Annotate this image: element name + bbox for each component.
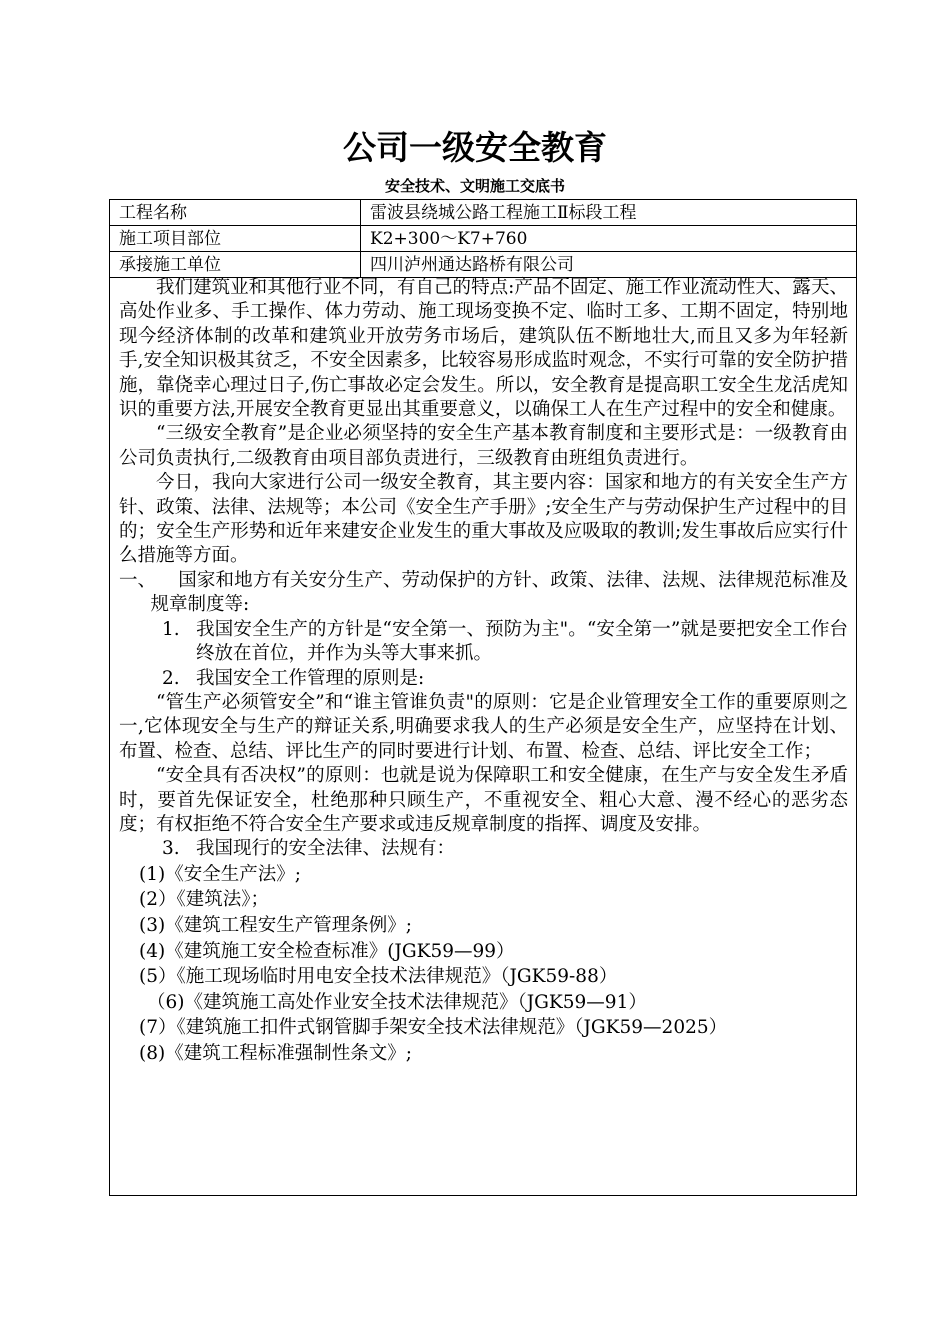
three-level-paragraph: “三级安全教育”是企业必须坚持的安全生产基本教育制度和主要形式是：一级教育由公司负责执行,二级教育由项目部负责进行，三级教育由班组负责进行。: [119, 423, 848, 469]
section-number: 一、: [119, 569, 157, 591]
item-text: 我国安全工作管理的原则是:: [196, 667, 425, 689]
project-section-label: 施工项目部位: [110, 226, 361, 252]
principle-paragraph: “管生产必须管安全”和“谁主管谁负责"的原则：它是企业管理安全工作的重要原则之一,它体现安全与生产的辩证关系,明确要求我人的生产必须是安全生产，应坚持在计划、布置、检查、总结、评比生产的同时要进行计划、布置、检查、总结、评比安全工作；: [119, 691, 848, 762]
intro-paragraph: 我们建筑业和其他行业不同，有自己的特点:产品不固定、施工作业流动性大、露天、高处作业多、手工操作、体力劳动、施工现场变换不定、临时工多、工期不固定，特别地现今经济体制的改革和建筑业开放劳务市场后，建筑队伍不断地壮大,而且又多为年轻新手,安全知识极其贫乏，不安全因素多，比较容易形成监时观念，不实行可靠的安全防护措施，靠侥幸心理过日子,伤亡事故必定会发生。所以，安全教育是提高职工安全生龙活虎知识的重要方法,开展安全教育更显出其重要意义，以确保工人在生产过程中的安全和健康。: [119, 277, 848, 421]
law-item: (2）《建筑法》；: [139, 889, 269, 911]
law-item: (4)《建筑施工安全检查标准》(JGK59—99）: [139, 940, 515, 962]
list-item: [119, 667, 848, 691]
item-number: 1.: [162, 618, 180, 640]
education-content: [109, 276, 857, 1196]
contractor-label: 承接施工单位: [110, 252, 361, 278]
item-number: 2.: [162, 667, 180, 689]
section-text: 国家和地方有关安分生产、劳动保护的方针、政策、法律、法规、法律规范标准及规章制度等:: [150, 569, 848, 616]
today-paragraph: 今日，我向大家进行公司一级安全教育，其主要内容：国家和地方的有关安全生产方针、政策、法律、法规等；本公司《安全生产手册》;安全生产与劳动保护生产过程中的目的；安全生产形势和近年来建安企业发生的重大事故及应吸取的教训;发生事故后应实行什么措施等方面。: [119, 472, 848, 567]
list-item: [119, 618, 848, 667]
law-item: (1)《安全生产法》;: [139, 863, 301, 885]
item-number: 3.: [162, 838, 180, 860]
page-title: 公司一级安全教育: [343, 128, 607, 167]
project-section-value: K2+300～K7+760: [361, 226, 857, 252]
item-text: 我国安全生产的方针是“安全第一、预防为主"。“安全第一”就是要把安全工作台终放在首位，并作为头等大事来抓。: [196, 618, 848, 665]
contractor-value: 四川泸州通达路桥有限公司: [361, 252, 857, 278]
table-row: [110, 226, 857, 252]
project-name-value: 雷波县绕城公路工程施工Ⅱ标段工程: [361, 200, 857, 226]
project-info-table: [109, 199, 857, 278]
list-item: [119, 837, 848, 861]
law-item: (8)《建筑工程标准强制性条文》;: [139, 1042, 412, 1064]
table-row: [110, 200, 857, 226]
section-heading: [119, 569, 848, 618]
law-item: (7）《建筑施工扣件式钢管脚手架安全技术法律规范》（JGK59—2025）: [139, 1017, 728, 1039]
table-row: [110, 252, 857, 278]
item-text: 我国现行的安全法律、法规有：: [196, 838, 456, 860]
law-item: (5）《施工现场临时用电安全技术法律规范》（JGK59-88）: [139, 966, 618, 988]
law-item: (3)《建筑工程安生产管理条例》;: [139, 914, 412, 936]
project-name-label: 工程名称: [110, 200, 361, 226]
principle-paragraph: “安全具有否决权”的原则：也就是说为保障职工和安全健康，在生产与安全发生矛盾时，要首先保证安全，杜绝那种只顾生产，不重视安全、粗心大意、漫不经心的恶劣态度；有权拒绝不符合安全生产要求或违反规章制度的指挥、调度及安排。: [119, 765, 848, 835]
law-item: （6)《建筑施工高处作业安全技术法律规范》（JGK59—91）: [147, 991, 647, 1013]
page-subtitle: 安全技术、文明施工交底书: [384, 177, 565, 195]
